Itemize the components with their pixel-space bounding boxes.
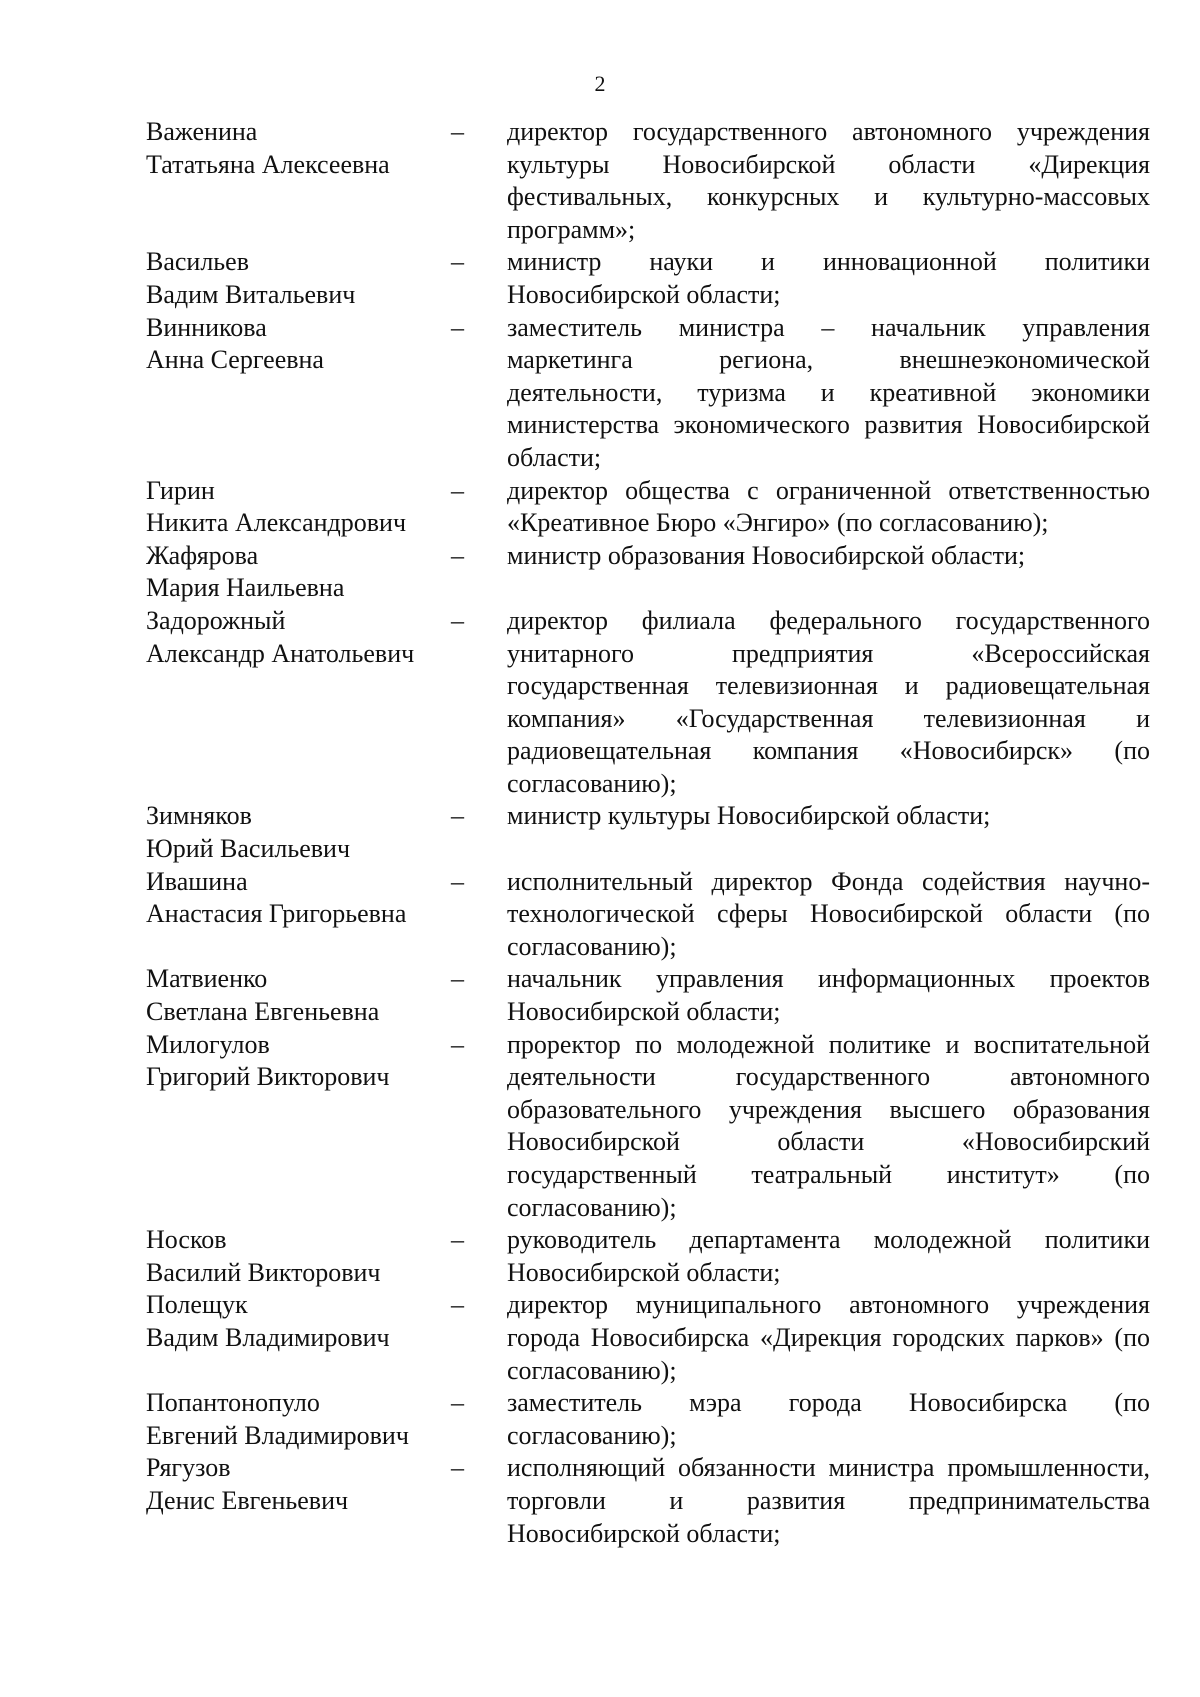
member-role: директор государственного автономного учреждения культуры Новосибирской области «Дирекция фестивальных, конкурсных и культурно-массовых программ»; bbox=[507, 117, 1150, 244]
member-surname: Попантонопуло bbox=[146, 1388, 320, 1418]
dash-separator: – bbox=[451, 801, 464, 831]
member-surname: Милогулов bbox=[146, 1029, 270, 1059]
dash-separator: – bbox=[451, 964, 464, 994]
list-item bbox=[146, 800, 1150, 865]
dash-separator: – bbox=[451, 605, 464, 635]
member-given-names: Вадим Витальевич bbox=[146, 279, 356, 309]
member-surname: Зимняков bbox=[146, 801, 252, 831]
member-role: исполняющий обязанности министра промышленности, торговли и развития предпринимательства Новосибирской области; bbox=[507, 1453, 1150, 1548]
dash-separator: – bbox=[451, 117, 464, 146]
member-role: начальник управления информационных проектов Новосибирской области; bbox=[507, 964, 1150, 1027]
member-surname: Ивашина bbox=[146, 866, 248, 896]
list-item bbox=[146, 866, 1150, 964]
member-given-names: Мария Наильевна bbox=[146, 573, 345, 603]
list-item bbox=[146, 1029, 1150, 1225]
dash-separator: – bbox=[451, 1225, 464, 1255]
member-role: директор филиала федерального государственного унитарного предприятия «Всероссийская государственная телевизионная и радиовещательная компания» «Государственная телевизионная и радиовещательная компания «Новосибирск» (по согласованию); bbox=[507, 605, 1150, 798]
member-surname: Полещук bbox=[146, 1290, 248, 1320]
member-list bbox=[146, 116, 1150, 1550]
member-name bbox=[146, 1289, 451, 1387]
list-item bbox=[146, 475, 1150, 540]
list-item bbox=[146, 246, 1150, 311]
member-surname: Гирин bbox=[146, 475, 215, 505]
member-surname: Задорожный bbox=[146, 605, 286, 635]
member-role: руководитель департамента молодежной политики Новосибирской области; bbox=[507, 1225, 1150, 1287]
member-name bbox=[146, 540, 451, 605]
page-number: 2 bbox=[594, 71, 606, 96]
member-given-names: Евгений Владимирович bbox=[146, 1420, 409, 1450]
dash-separator: – bbox=[451, 540, 464, 570]
member-role: исполнительный директор Фонда содействия научно-технологической сферы Новосибирской области (по согласованию); bbox=[507, 866, 1150, 961]
member-given-names: Григорий Викторович bbox=[146, 1062, 390, 1092]
member-surname: Рягузов bbox=[146, 1453, 231, 1483]
list-item bbox=[146, 540, 1150, 605]
member-given-names: Вадим Владимирович bbox=[146, 1322, 390, 1352]
dash-separator: – bbox=[451, 1029, 464, 1059]
member-given-names: Светлана Евгеньевна bbox=[146, 997, 380, 1027]
member-role: министр науки и инновационной политики Новосибирской области; bbox=[507, 247, 1150, 309]
list-item bbox=[146, 963, 1150, 1028]
member-name bbox=[146, 246, 451, 311]
member-name bbox=[146, 605, 451, 801]
member-surname: Носков bbox=[146, 1225, 227, 1255]
member-surname: Васильев bbox=[146, 247, 249, 277]
member-name bbox=[146, 1452, 451, 1550]
member-given-names: Анна Сергеевна bbox=[146, 345, 324, 375]
member-role: заместитель министра – начальник управления маркетинга региона, внешнеэкономической деятельности, туризма и креативной экономики министерства экономического развития Новосибирской области; bbox=[507, 312, 1150, 472]
member-name bbox=[146, 866, 451, 964]
dash-separator: – bbox=[451, 312, 464, 342]
member-surname: Жафярова bbox=[146, 540, 259, 570]
member-name bbox=[146, 312, 451, 475]
member-given-names: Тататьяна Алексеевна bbox=[146, 149, 390, 179]
member-name bbox=[146, 116, 451, 246]
list-item bbox=[146, 1289, 1150, 1387]
dash-separator: – bbox=[451, 475, 464, 505]
member-role: директор общества с ограниченной ответственностью «Креативное Бюро «Энгиро» (по согласованию); bbox=[507, 475, 1150, 538]
list-item bbox=[146, 312, 1150, 475]
member-surname: Матвиенко bbox=[146, 964, 268, 994]
member-surname: Винникова bbox=[146, 312, 267, 342]
list-item bbox=[146, 605, 1150, 801]
list-item bbox=[146, 1452, 1150, 1550]
dash-separator: – bbox=[451, 247, 464, 277]
member-given-names: Денис Евгеньевич bbox=[146, 1485, 349, 1515]
list-item bbox=[146, 1387, 1150, 1452]
member-name bbox=[146, 1224, 451, 1289]
member-surname: Важенина bbox=[146, 117, 258, 146]
member-name bbox=[146, 963, 451, 1028]
member-role: заместитель мэра города Новосибирска (по согласованию); bbox=[507, 1388, 1150, 1450]
member-given-names: Никита Александрович bbox=[146, 508, 407, 538]
list-item bbox=[146, 1224, 1150, 1289]
member-given-names: Юрий Васильевич bbox=[146, 834, 351, 864]
member-given-names: Анастасия Григорьевна bbox=[146, 899, 407, 929]
member-given-names: Василий Викторович bbox=[146, 1257, 381, 1287]
member-role: министр культуры Новосибирской области; bbox=[507, 801, 991, 831]
member-name bbox=[146, 800, 451, 865]
dash-separator: – bbox=[451, 1453, 464, 1483]
dash-separator: – bbox=[451, 1290, 464, 1320]
member-name bbox=[146, 475, 451, 540]
member-name bbox=[146, 1387, 451, 1452]
dash-separator: – bbox=[451, 866, 464, 896]
member-role: директор муниципального автономного учреждения города Новосибирска «Дирекция городских парков» (по согласованию); bbox=[507, 1290, 1150, 1385]
member-role: министр образования Новосибирской области; bbox=[507, 540, 1026, 570]
list-item bbox=[146, 116, 1150, 246]
member-name bbox=[146, 1029, 451, 1225]
dash-separator: – bbox=[451, 1388, 464, 1418]
member-role: проректор по молодежной политике и воспитательной деятельности государственного автономного образовательного учреждения высшего образования Новосибирской области «Новосибирский государственный театральный институт» (по согласованию); bbox=[507, 1029, 1150, 1222]
member-given-names: Александр Анатольевич bbox=[146, 638, 415, 668]
